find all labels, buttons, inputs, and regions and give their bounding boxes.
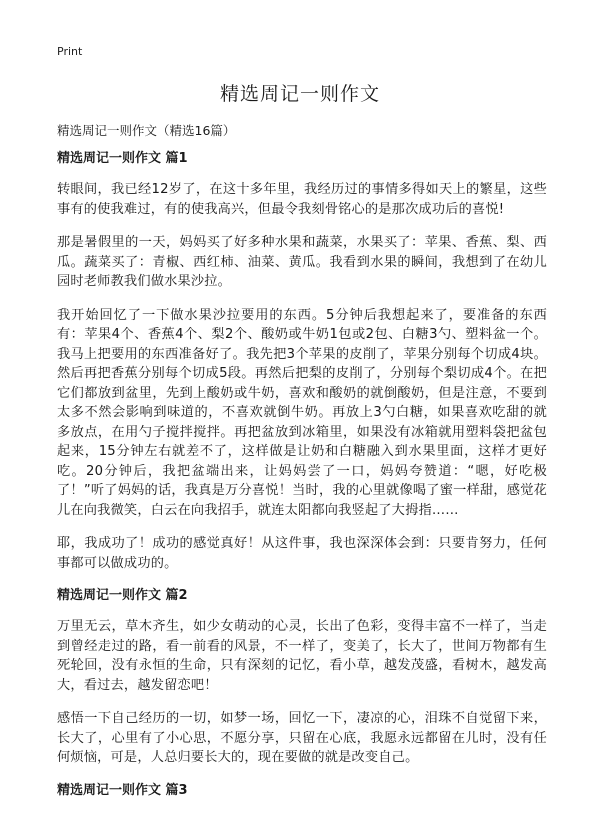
paragraph: 转眼间，我已经12岁了，在这十多年里，我经历过的事情多得如天上的繁星，这些事有的使我难过，有的使我高兴，但最令我刻骨铭心的是那次成功后的喜悦! [57,182,547,217]
print-label[interactable]: Print [57,45,83,58]
document-body [57,150,547,812]
document-subtitle: 精选周记一则作文（精选16篇） [57,123,236,138]
section-heading: 精选周记一则作文 篇1 [57,151,188,166]
paragraph: 我开始回忆了一下做水果沙拉要用的东西。5分钟后我想起来了，要准备的东西有：苹果4个、香蕉4个、梨2个、酸奶或牛奶1包或2包、白糖3勺、塑料盆一个。我马上把要用的东西准备好了。我先把3个苹果的皮削了，苹果分别每个切成4块。然后再把香蕉分别每个切成5段。再然后把梨的皮削了，分别每个梨切成4个。在把它们都放到盆里，先到上酸奶或牛奶，喜欢和酸奶的就倒酸奶，但是注意，不要到太多不然会影响到味道的，不喜欢就倒牛奶。再放上3勺白糖，如果喜欢吃甜的就多放点，在用勺子搅拌搅拌。再把盆放到冰箱里，如果没有冰箱就用塑料袋把盆包起来，15分钟左右就差不了，这样做是让奶和白糖融入到水果里面，这样才更好吃。20分钟后，我把盆端出来，让妈妈尝了一口，妈妈夸赞道：“嗯，好吃极了！”听了妈妈的话，我真是万分喜悦！当时，我的心里就像喝了蜜一样甜，感觉花儿在向我微笑，白云在向我招手，就连太阳都向我竖起了大拇指…… [57,307,547,518]
page-title: 精选周记一则作文 [219,83,380,105]
paragraph: 耶，我成功了！成功的感觉真好！从这件事，我也深深体会到：只要肯努力，任何事都可以做成功的。 [57,536,547,571]
section-3 [57,782,547,800]
section-2 [57,587,547,768]
paragraph: 万里无云，草木齐生，如少女萌动的心灵，长出了色彩，变得丰富不一样了，当走到曾经走过的路，看一前看的风景，不一样了，变美了，长大了，世间万物都有生死轮回，没有永恒的生命，只有深刻的记忆，看小草，越发茂盛，看树木，越发高大，看过去，越发留恋吧！ [57,619,547,693]
section-heading: 精选周记一则作文 篇2 [57,588,188,603]
section-heading: 精选周记一则作文 篇3 [57,782,188,798]
paragraph: 那是暑假里的一天，妈妈买了好多种水果和蔬菜，水果买了：苹果、香蕉、梨、西瓜。蔬菜买了：青椒、西红柿、油菜、黄瓜。我看到水果的瞬间，我想到了在幼儿园时老师教我们做水果沙拉。 [57,235,547,289]
section-1 [57,150,547,573]
paragraph: 感悟一下自己经历的一切，如梦一场，回忆一下，凄凉的心，泪珠不自觉留下来，长大了，心里有了小心思，不愿分享，只留在心底，我愿永远都留在儿时，没有任何烦恼，可是，人总归要长大的，现在要做的就是改变自己。 [57,711,547,765]
